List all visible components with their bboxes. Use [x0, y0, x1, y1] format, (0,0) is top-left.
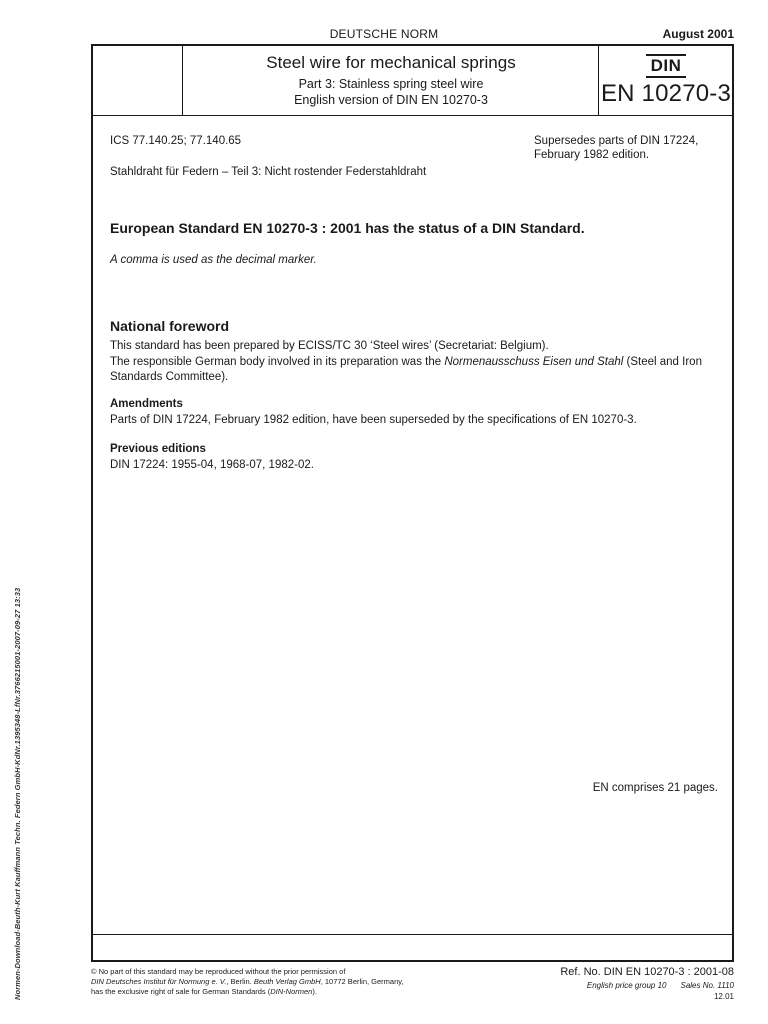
- part-subtitle: Part 3: Stainless spring steel wire: [298, 77, 484, 91]
- national-foreword-heading: National foreword: [110, 318, 230, 334]
- title-block: [93, 46, 732, 116]
- copyright-line-1: © No part of this standard may be reproduced without the prior permission of: [91, 967, 346, 976]
- document-title: Steel wire for mechanical springs: [266, 53, 516, 72]
- nf-para-2-end: (Steel and Iron Standards Committee).: [110, 356, 702, 383]
- previous-editions-heading: Previous editions: [110, 443, 206, 455]
- norm-label: DEUTSCHE NORM: [329, 27, 439, 41]
- publication-date: August 2001: [662, 27, 734, 41]
- copyright-line-2-mid: , Berlin.: [226, 977, 254, 986]
- previous-editions-text: DIN 17224: 1955-04, 1968-07, 1982-02.: [110, 459, 314, 471]
- version-subtitle: English version of DIN EN 10270-3: [294, 93, 488, 107]
- sales-number: Sales No. 1110: [680, 981, 734, 990]
- amendments-heading: Amendments: [110, 398, 183, 410]
- price-line: [587, 981, 734, 990]
- document-frame: [91, 44, 734, 962]
- committee-name: Normenausschuss Eisen und Stahl: [444, 356, 624, 368]
- page-count-note: EN comprises 21 pages.: [592, 782, 718, 794]
- standard-number: EN 10270-3: [600, 80, 732, 107]
- supersedes-line-1: Supersedes parts of DIN 17224,: [534, 135, 699, 147]
- supersedes-note: [534, 134, 734, 162]
- din-institute-name: DIN Deutsches Institut für Normung e. V.: [91, 977, 227, 986]
- copyright-line-3-end: ).: [312, 987, 317, 996]
- title-block-right: [600, 46, 732, 115]
- ics-codes: ICS 77.140.25; 77.140.65: [110, 135, 242, 147]
- nf-para-2-start: The responsible German body involved in its preparation was the: [110, 356, 445, 368]
- copyright-line-2: [91, 977, 511, 987]
- decimal-marker-note: A comma is used as the decimal marker.: [110, 254, 317, 266]
- title-block-left-cell: [93, 46, 183, 115]
- document-subtitle: [184, 76, 598, 108]
- beuth-publisher-name: Beuth Verlag GmbH: [253, 977, 321, 986]
- copyright-line-3-start: has the exclusive right of sale for German Standards (: [91, 987, 271, 996]
- reference-number: Ref. No. DIN EN 10270-3 : 2001-08: [560, 966, 734, 978]
- national-foreword-paragraph-2: [110, 355, 720, 385]
- frame-footer-divider: [93, 934, 732, 935]
- title-block-center: [184, 46, 599, 115]
- amendments-text: Parts of DIN 17224, February 1982 edition, have been superseded by the specifications of EN 10270-3.: [110, 414, 637, 426]
- status-statement: European Standard EN 10270-3 : 2001 has the status of a DIN Standard.: [110, 220, 585, 236]
- din-logo: DIN: [646, 54, 686, 78]
- copyright-notice: [91, 967, 511, 997]
- price-group: English price group 10: [586, 981, 667, 990]
- national-foreword-paragraph-1: This standard has been prepared by ECISS/TC 30 ‘Steel wires’ (Secretariat: Belgium).: [110, 340, 549, 352]
- copyright-line-2-end: , 10772 Berlin, Germany,: [320, 977, 404, 986]
- download-watermark: Normen-Download-Beuth-Kurt Kauffmann Techn. Federn GmbH-KdNr.1395348-LfNr.3766215001-2007-09-27 13:33: [13, 587, 22, 1000]
- copyright-line-3: [91, 987, 511, 997]
- din-normen-term: DIN-Normen: [270, 987, 313, 996]
- edition-code: 12.01: [713, 992, 734, 1001]
- german-title: Stahldraht für Federn – Teil 3: Nicht rostender Federstahldraht: [110, 166, 427, 178]
- supersedes-line-2: February 1982 edition.: [534, 149, 650, 161]
